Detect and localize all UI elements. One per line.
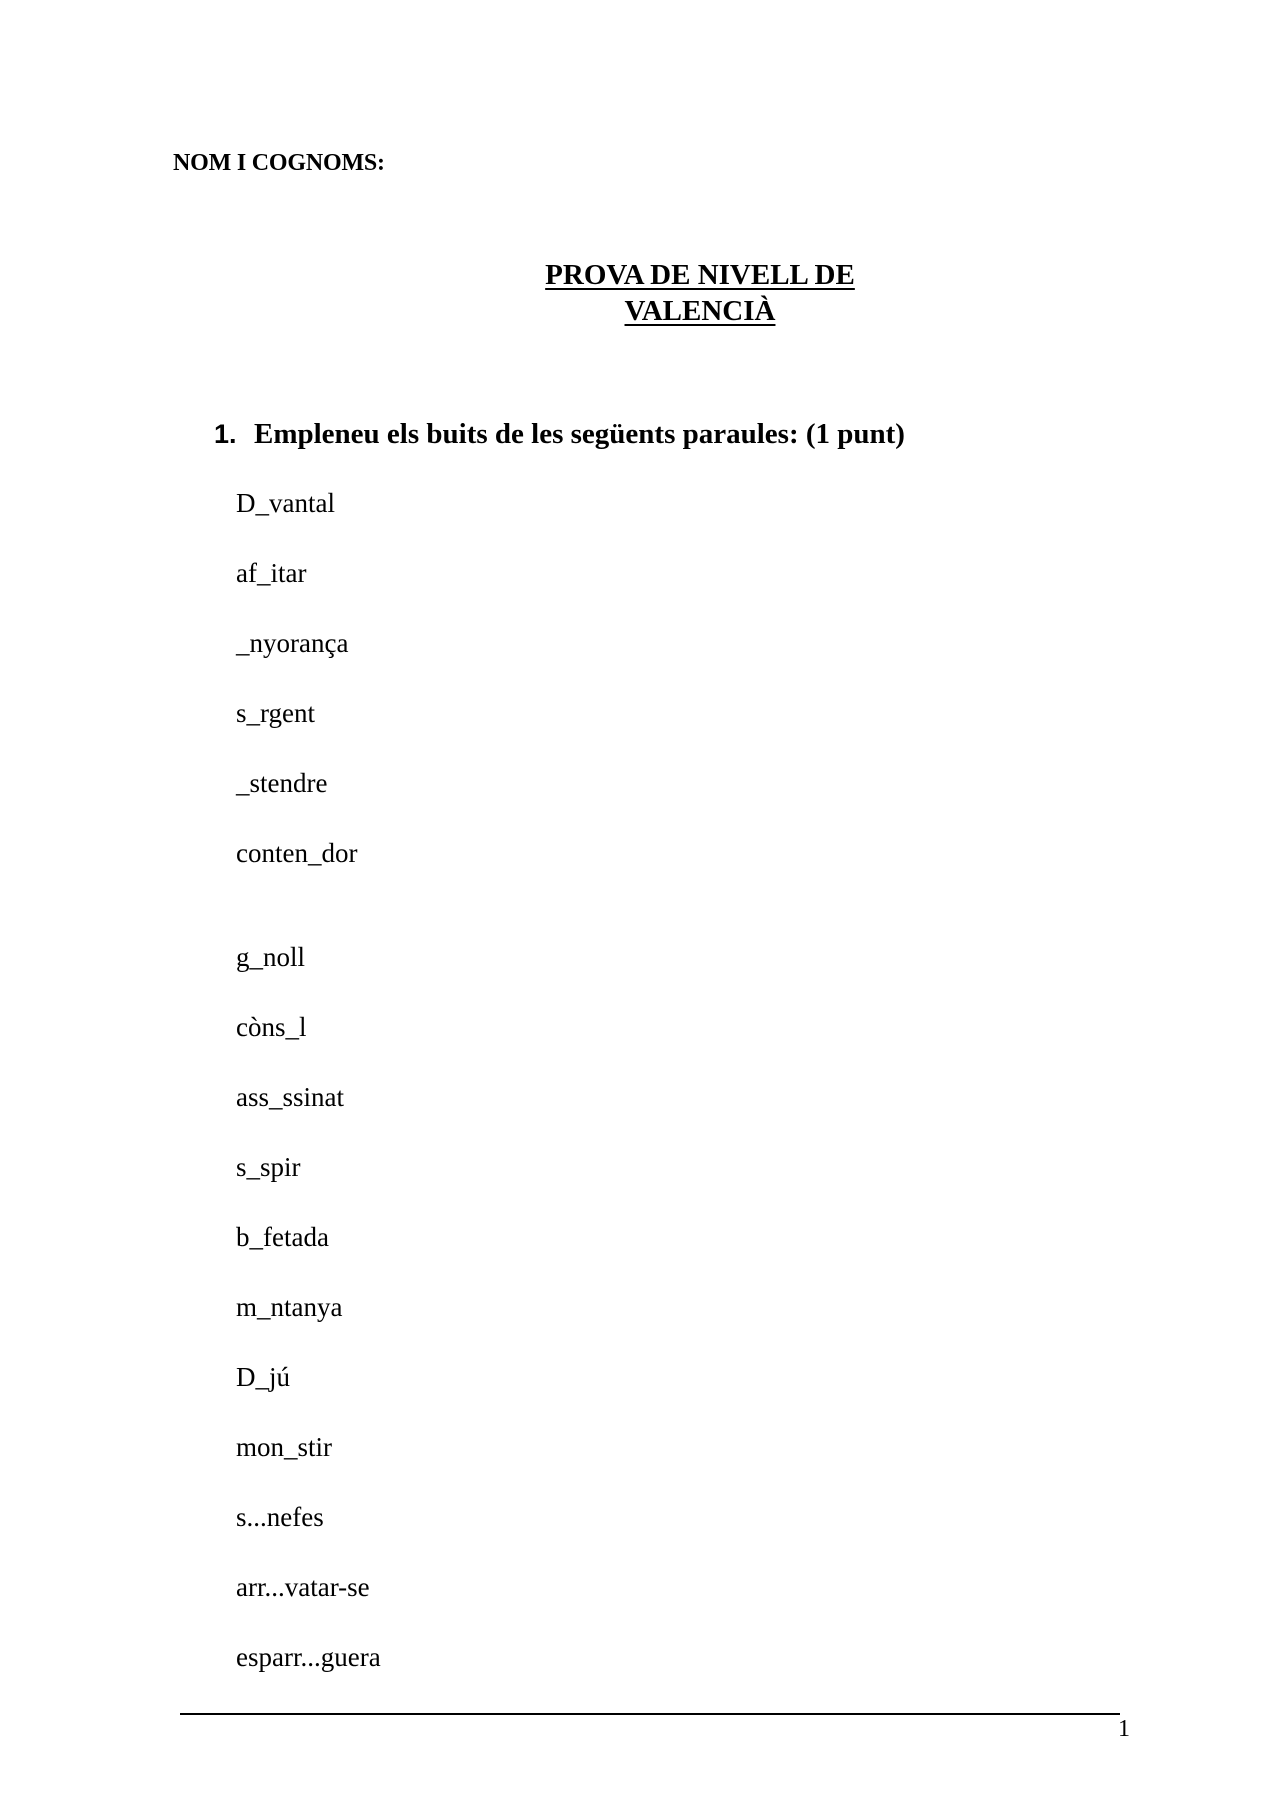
word-item: s...nefes: [236, 1502, 324, 1532]
word-item: _nyorança: [236, 628, 349, 658]
word-item: b_fetada: [236, 1222, 329, 1252]
footer-divider: [180, 1713, 1120, 1715]
word-item: m_ntanya: [236, 1292, 343, 1322]
word-item: còns_l: [236, 1012, 307, 1042]
word-item: _stendre: [236, 768, 328, 798]
word-item: g_noll: [236, 942, 306, 972]
word-item: af_itar: [236, 558, 307, 588]
question-1-number: 1.: [214, 419, 237, 449]
question-1-heading: [214, 418, 905, 451]
word-item: ass_ssinat: [236, 1082, 344, 1112]
title-line-2: VALENCIÀ: [624, 295, 776, 327]
word-item: esparr...guera: [236, 1642, 381, 1672]
page-title: [480, 257, 920, 329]
question-1-text: Empleneu els buits de les següents paraules: (1 punt): [254, 418, 905, 450]
name-label: NOM I COGNOMS:: [173, 150, 385, 176]
word-item: arr...vatar-se: [236, 1572, 370, 1602]
word-item: conten_dor: [236, 838, 358, 868]
page-number: 1: [1118, 1716, 1130, 1742]
word-item: mon_stir: [236, 1432, 333, 1462]
word-item: s_rgent: [236, 698, 315, 728]
word-item: s_spir: [236, 1152, 301, 1182]
title-line-1: PROVA DE NIVELL DE: [545, 259, 855, 291]
word-item: D_vantal: [236, 488, 335, 518]
word-item: D_jú: [236, 1362, 290, 1392]
